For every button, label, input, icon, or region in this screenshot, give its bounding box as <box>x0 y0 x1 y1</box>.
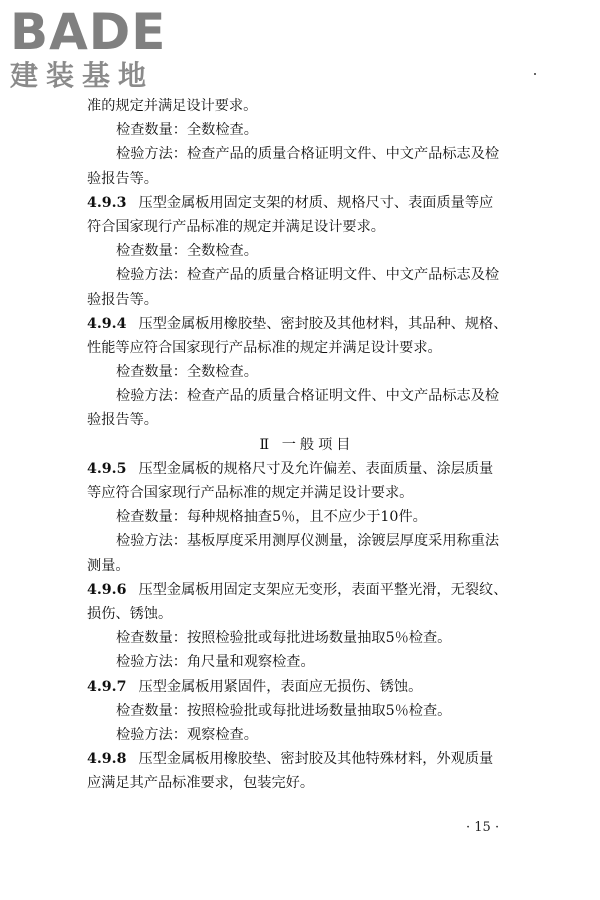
line-text: 验报告等。 <box>87 412 158 429</box>
text-line <box>87 239 527 263</box>
text-line <box>87 723 527 747</box>
clause-number: 4.9.4 <box>87 315 127 332</box>
text-line <box>87 505 527 529</box>
text-line <box>87 554 527 578</box>
line-text: 压型金属板用固定支架的材质、规格尺寸、表面质量等应 <box>138 194 494 211</box>
clause-number: 4.9.6 <box>87 581 127 598</box>
text-line <box>87 142 527 166</box>
clause-number: 4.9.8 <box>87 751 127 768</box>
logo-brand: BADE <box>10 3 167 61</box>
text-line <box>87 481 527 505</box>
text-line <box>87 263 527 287</box>
line-text: 检查数量：每种规格抽查5％，且不应少于10件。 <box>116 509 427 526</box>
page-number: · 15 · <box>466 820 500 835</box>
text-line <box>87 626 527 650</box>
line-text: 检查数量：全数检查。 <box>116 122 258 139</box>
line-text: 检验方法：检查产品的质量合格证明文件、中文产品标志及检 <box>116 146 500 163</box>
line-text: 损伤、锈蚀。 <box>87 605 173 622</box>
line-text: 测量。 <box>87 557 130 574</box>
line-text: 压型金属板用橡胶垫、密封胶及其他材料，其品种、规格、 <box>138 315 508 332</box>
line-text: 检验方法：观察检查。 <box>116 726 258 743</box>
line-text: 检验方法：检查产品的质量合格证明文件、中文产品标志及检 <box>116 267 500 284</box>
clause-line <box>87 675 527 699</box>
line-text: 符合国家现行产品标准的规定并满足设计要求。 <box>87 218 385 235</box>
text-line <box>87 167 527 191</box>
text-line <box>87 699 527 723</box>
text-line <box>87 215 527 239</box>
clause-number: 4.9.7 <box>87 678 127 695</box>
text-line <box>87 529 527 553</box>
text-line <box>87 771 527 795</box>
section-heading <box>87 433 527 457</box>
line-text: Ⅱ 一般项目 <box>259 436 355 453</box>
line-text: 性能等应符合国家现行产品标准的规定并满足设计要求。 <box>87 339 442 356</box>
clause-number: 4.9.3 <box>87 194 127 211</box>
text-line <box>87 602 527 626</box>
clause-line <box>87 578 527 602</box>
line-text: 压型金属板用固定支架应无变形，表面平整光滑，无裂纹、 <box>138 581 508 598</box>
speck-mark <box>534 73 536 75</box>
line-text: 验报告等。 <box>87 170 158 187</box>
line-text: 检查数量：按照检验批或每批进场数量抽取5％检查。 <box>116 630 452 647</box>
line-text: 检验方法：基板厚度采用测厚仪测量，涂镀层厚度采用称重法 <box>116 533 500 550</box>
line-text: 准的规定并满足设计要求。 <box>87 98 258 114</box>
document-body <box>87 94 527 795</box>
text-line <box>87 336 527 360</box>
clause-line <box>87 457 527 481</box>
line-text: 压型金属板用橡胶垫、密封胶及其他特殊材料，外观质量 <box>138 751 494 768</box>
line-text: 检查数量：按照检验批或每批进场数量抽取5％检查。 <box>116 702 452 719</box>
text-line <box>87 360 527 384</box>
line-text: 检验方法：角尺量和观察检查。 <box>116 654 315 671</box>
bade-logo <box>10 3 180 92</box>
text-line <box>87 384 527 408</box>
text-line <box>87 650 527 674</box>
line-text: 检查数量：全数检查。 <box>116 243 258 260</box>
text-line <box>87 94 527 118</box>
clause-line <box>87 747 527 771</box>
line-text: 检查数量：全数检查。 <box>116 364 258 381</box>
text-line <box>87 118 527 142</box>
clause-line <box>87 312 527 336</box>
line-text: 等应符合国家现行产品标准的规定并满足设计要求。 <box>87 485 414 501</box>
line-text: 压型金属板用紧固件，表面应无损伤、锈蚀。 <box>138 678 423 695</box>
logo-subtitle: 建装基地 <box>10 59 155 92</box>
line-text: 验报告等。 <box>87 291 158 308</box>
clause-number: 4.9.5 <box>87 460 127 477</box>
text-line <box>87 408 527 432</box>
clause-line <box>87 191 527 215</box>
line-text: 检验方法：检查产品的质量合格证明文件、中文产品标志及检 <box>116 388 500 405</box>
line-text: 压型金属板的规格尺寸及允许偏差、表面质量、涂层质量 <box>138 460 494 477</box>
text-line <box>87 288 527 312</box>
line-text: 应满足其产品标准要求，包装完好。 <box>87 775 315 792</box>
